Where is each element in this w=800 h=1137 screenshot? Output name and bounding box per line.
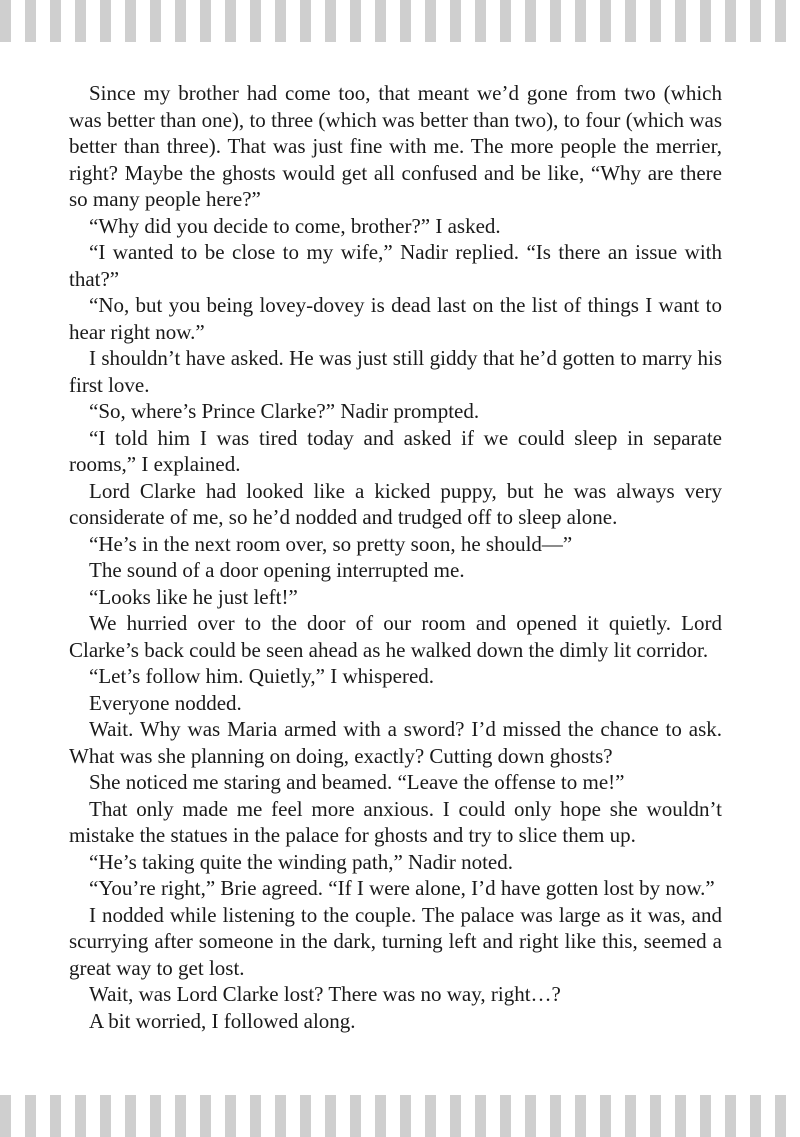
bottom-stripe-border bbox=[0, 1095, 800, 1137]
page-body bbox=[69, 80, 722, 1034]
paragraph: “No, but you being lovey-dovey is dead last on the list of things I want to hear right now.” bbox=[69, 293, 722, 344]
paragraph: “So, where’s Prince Clarke?” Nadir prompted. bbox=[89, 399, 480, 423]
paragraph: A bit worried, I followed along. bbox=[89, 1008, 356, 1033]
paragraph: That only made me feel more anxious. I could only hope she wouldn’t mistake the statues in the palace for ghosts and try to slice them up. bbox=[69, 796, 722, 847]
paragraph: Wait. Why was Maria armed with a sword? I’d missed the chance to ask. What was she planning on doing, exactly? Cutting down ghosts? bbox=[69, 717, 722, 768]
paragraph: “I told him I was tired today and asked if we could sleep in separate rooms,” I explained. bbox=[69, 425, 722, 476]
paragraph: She noticed me staring and beamed. “Leave the offense to me!” bbox=[89, 770, 625, 794]
paragraph: “I wanted to be close to my wife,” Nadir replied. “Is there an issue with that?” bbox=[69, 240, 722, 291]
paragraph: Lord Clarke had looked like a kicked puppy, but he was always very considerate of me, so he’d nodded and trudged off to sleep alone. bbox=[69, 478, 722, 529]
paragraph: “He’s in the next room over, so pretty soon, he should—” bbox=[89, 531, 573, 556]
paragraph: Everyone nodded. bbox=[89, 690, 242, 715]
paragraph: “Looks like he just left!” bbox=[89, 584, 298, 609]
paragraph: The sound of a door opening interrupted me. bbox=[89, 558, 465, 582]
paragraph: We hurried over to the door of our room and opened it quietly. Lord Clarke’s back could be seen ahead as he walked down the dimly lit corridor. bbox=[69, 611, 722, 662]
paragraph: “Let’s follow him. Quietly,” I whispered. bbox=[89, 664, 435, 688]
paragraph: Wait, was Lord Clarke lost? There was no way, right…? bbox=[89, 982, 561, 1006]
top-stripe-border bbox=[0, 0, 800, 42]
paragraph: I nodded while listening to the couple. The palace was large as it was, and scurrying after someone in the dark, turning left and right like this, seemed a great way to get lost. bbox=[69, 902, 722, 980]
paragraph: “You’re right,” Brie agreed. “If I were alone, I’d have gotten lost by now.” bbox=[89, 876, 715, 900]
paragraph: “Why did you decide to come, brother?” I asked. bbox=[89, 213, 501, 238]
paragraph: Since my brother had come too, that meant we’d gone from two (which was better than one), to three (which was better than two), to four (which was better than three). That was just fine with me. The more people the merrier, right? Maybe the ghosts would get all confused and be like, “Why are there so many people here?” bbox=[69, 81, 722, 211]
paragraph: “He’s taking quite the winding path,” Nadir noted. bbox=[89, 849, 513, 874]
paragraph: I shouldn’t have asked. He was just still giddy that he’d gotten to marry his first love. bbox=[69, 346, 722, 397]
